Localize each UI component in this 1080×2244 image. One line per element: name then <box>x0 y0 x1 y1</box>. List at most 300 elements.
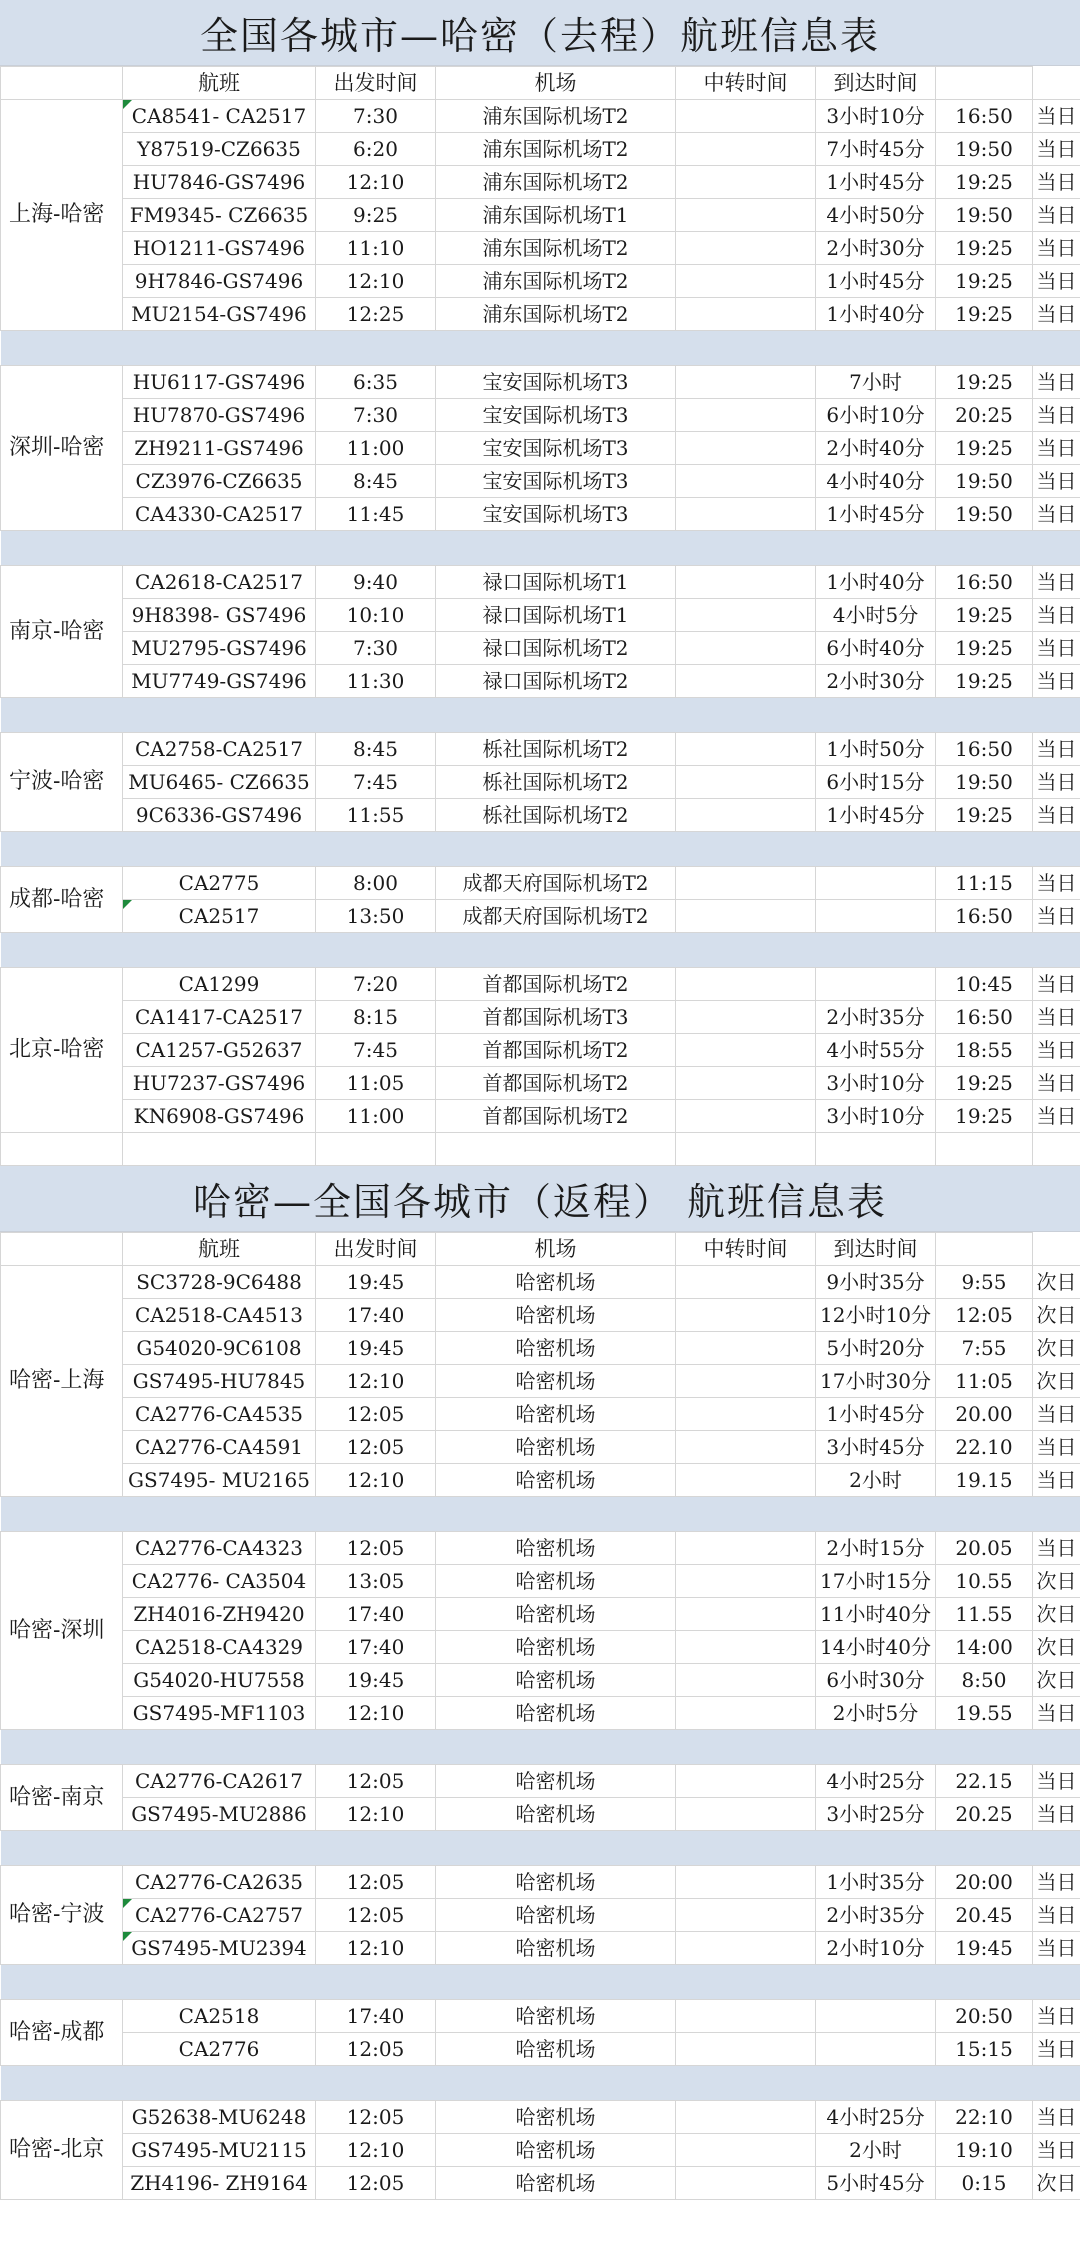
arrival-time: 22.15 <box>936 1765 1033 1798</box>
day-indicator: 当日 <box>1033 2033 1080 2066</box>
arrival-time: 19:45 <box>936 1932 1033 1965</box>
spacer-cell <box>676 1532 816 1565</box>
transfer-time: 11小时40分 <box>816 1598 936 1631</box>
route-label: 上海-哈密 <box>1 100 123 331</box>
day-indicator: 次日 <box>1033 1299 1080 1332</box>
transfer-time: 2小时 <box>816 2134 936 2167</box>
spacer-cell <box>676 1598 816 1631</box>
route-label: 宁波-哈密 <box>1 733 123 832</box>
arrival-time: 19:25 <box>936 665 1033 698</box>
departure-time: 12:05 <box>316 1899 436 1932</box>
departure-time: 12:05 <box>316 2101 436 2134</box>
flight-number: KN6908-GS7496 <box>123 1100 316 1133</box>
flight-number: ZH4196- ZH9164 <box>123 2167 316 2200</box>
day-indicator: 当日 <box>1033 166 1080 199</box>
flight-number: G52638-MU6248 <box>123 2101 316 2134</box>
day-indicator: 当日 <box>1033 766 1080 799</box>
arrival-time: 19:25 <box>936 232 1033 265</box>
departure-time: 12:10 <box>316 1697 436 1730</box>
arrival-time: 22.10 <box>936 1431 1033 1464</box>
transfer-time: 4小时50分 <box>816 199 936 232</box>
blank-cell <box>676 1133 816 1166</box>
day-indicator: 当日 <box>1033 1899 1080 1932</box>
departure-time: 6:20 <box>316 133 436 166</box>
airport: 哈密机场 <box>436 2167 676 2200</box>
route-label: 北京-哈密 <box>1 968 123 1133</box>
day-indicator: 次日 <box>1033 2167 1080 2200</box>
group-separator <box>1 832 1080 867</box>
separator-band <box>1 1730 1080 1765</box>
transfer-time <box>816 867 936 900</box>
flight-row <box>1 1765 1080 1798</box>
airport: 禄口国际机场T1 <box>436 566 676 599</box>
arrival-time: 11:05 <box>936 1365 1033 1398</box>
arrival-time: 19:25 <box>936 298 1033 331</box>
flight-number: MU2795-GS7496 <box>123 632 316 665</box>
flight-number: GS7495- MU2165 <box>123 1464 316 1497</box>
arrival-time: 20.25 <box>936 1798 1033 1831</box>
flight-number: CA2776- CA3504 <box>123 1565 316 1598</box>
day-indicator: 当日 <box>1033 2101 1080 2134</box>
arrival-time: 10:45 <box>936 968 1033 1001</box>
departure-time: 17:40 <box>316 1299 436 1332</box>
flight-row <box>1 366 1080 399</box>
departure-time: 12:10 <box>316 166 436 199</box>
flight-row <box>1 566 1080 599</box>
transfer-time: 2小时15分 <box>816 1532 936 1565</box>
flight-number: CA2775 <box>123 867 316 900</box>
arrival-time: 7:55 <box>936 1332 1033 1365</box>
flight-number: GS7495-MU2886 <box>123 1798 316 1831</box>
arrival-time: 9:55 <box>936 1266 1033 1299</box>
flight-number: CA8541- CA2517 <box>123 100 316 133</box>
flight-number: MU7749-GS7496 <box>123 665 316 698</box>
day-indicator: 当日 <box>1033 232 1080 265</box>
departure-time: 19:45 <box>316 1332 436 1365</box>
flight-row <box>1 1932 1080 1965</box>
spacer-cell <box>676 1565 816 1598</box>
spacer-cell <box>676 566 816 599</box>
airport: 哈密机场 <box>436 1866 676 1899</box>
flight-row <box>1 2000 1080 2033</box>
departure-time: 11:00 <box>316 432 436 465</box>
flight-number: HU6117-GS7496 <box>123 366 316 399</box>
arrival-time: 8:50 <box>936 1664 1033 1697</box>
flight-row <box>1 968 1080 1001</box>
outbound-table <box>0 66 1080 1166</box>
airport: 首都国际机场T2 <box>436 1034 676 1067</box>
day-indicator: 当日 <box>1033 399 1080 432</box>
flight-number: CA2776-CA4535 <box>123 1398 316 1431</box>
departure-time: 8:45 <box>316 733 436 766</box>
airport: 哈密机场 <box>436 2033 676 2066</box>
departure-time: 9:25 <box>316 199 436 232</box>
separator-band <box>1 1497 1080 1532</box>
departure-time: 19:45 <box>316 1664 436 1697</box>
arrival-time: 20.00 <box>936 1398 1033 1431</box>
flight-row <box>1 498 1080 531</box>
airport: 哈密机场 <box>436 1664 676 1697</box>
spacer-cell <box>676 799 816 832</box>
flight-row <box>1 867 1080 900</box>
group-separator <box>1 1831 1080 1866</box>
flight-row <box>1 766 1080 799</box>
flight-number: MU6465- CZ6635 <box>123 766 316 799</box>
day-indicator: 当日 <box>1033 298 1080 331</box>
transfer-time: 1小时40分 <box>816 298 936 331</box>
flight-row <box>1 1565 1080 1598</box>
departure-time: 12:05 <box>316 1765 436 1798</box>
flight-row <box>1 1266 1080 1299</box>
spacer-cell <box>676 1100 816 1133</box>
flight-row <box>1 2134 1080 2167</box>
spacer-cell <box>676 665 816 698</box>
day-indicator: 当日 <box>1033 2000 1080 2033</box>
arrival-time: 19:25 <box>936 1067 1033 1100</box>
airport: 宝安国际机场T3 <box>436 399 676 432</box>
route-label: 成都-哈密 <box>1 867 123 933</box>
separator-band <box>1 1831 1080 1866</box>
airport: 哈密机场 <box>436 1431 676 1464</box>
day-indicator: 当日 <box>1033 599 1080 632</box>
day-indicator: 当日 <box>1033 1067 1080 1100</box>
header-depart: 出发时间 <box>316 1233 436 1266</box>
transfer-time: 1小时45分 <box>816 166 936 199</box>
departure-time: 17:40 <box>316 2000 436 2033</box>
header-airport: 机场 <box>436 1233 676 1266</box>
day-indicator: 当日 <box>1033 1100 1080 1133</box>
day-indicator: 当日 <box>1033 1765 1080 1798</box>
separator-band <box>1 832 1080 867</box>
transfer-time: 3小时10分 <box>816 100 936 133</box>
departure-time: 12:10 <box>316 1798 436 1831</box>
header-blank-end <box>936 67 1033 100</box>
arrival-time: 0:15 <box>936 2167 1033 2200</box>
transfer-time: 12小时10分 <box>816 1299 936 1332</box>
transfer-time: 5小时45分 <box>816 2167 936 2200</box>
spacer-cell <box>676 199 816 232</box>
departure-time: 12:10 <box>316 1464 436 1497</box>
flight-row <box>1 799 1080 832</box>
airport: 哈密机场 <box>436 1398 676 1431</box>
spacer-cell <box>676 232 816 265</box>
flight-number: CA1257-G52637 <box>123 1034 316 1067</box>
transfer-time: 6小时15分 <box>816 766 936 799</box>
spacer-cell <box>676 900 816 933</box>
departure-time: 12:05 <box>316 1532 436 1565</box>
transfer-time: 17小时30分 <box>816 1365 936 1398</box>
spacer-cell <box>676 399 816 432</box>
transfer-time: 1小时45分 <box>816 1398 936 1431</box>
flight-number: ZH4016-ZH9420 <box>123 1598 316 1631</box>
transfer-time: 3小时10分 <box>816 1067 936 1100</box>
separator-band <box>1 2066 1080 2101</box>
airport: 禄口国际机场T2 <box>436 665 676 698</box>
day-indicator: 当日 <box>1033 1932 1080 1965</box>
departure-time: 11:05 <box>316 1067 436 1100</box>
arrival-time: 19:25 <box>936 265 1033 298</box>
flight-number: CA1299 <box>123 968 316 1001</box>
header-transfer: 中转时间 <box>676 1233 816 1266</box>
header-depart: 出发时间 <box>316 67 436 100</box>
airport: 宝安国际机场T3 <box>436 432 676 465</box>
airport: 哈密机场 <box>436 1299 676 1332</box>
day-indicator: 当日 <box>1033 733 1080 766</box>
flight-row <box>1 1365 1080 1398</box>
airport: 浦东国际机场T2 <box>436 166 676 199</box>
spacer-cell <box>676 1765 816 1798</box>
group-separator <box>1 933 1080 968</box>
airport: 哈密机场 <box>436 1631 676 1664</box>
transfer-time: 3小时45分 <box>816 1431 936 1464</box>
transfer-time: 4小时5分 <box>816 599 936 632</box>
flight-number: ZH9211-GS7496 <box>123 432 316 465</box>
arrival-time: 20.05 <box>936 1532 1033 1565</box>
transfer-time: 7小时 <box>816 366 936 399</box>
airport: 首都国际机场T2 <box>436 968 676 1001</box>
flight-row <box>1 1866 1080 1899</box>
flight-number: CA2517 <box>123 900 316 933</box>
transfer-time: 3小时10分 <box>816 1100 936 1133</box>
airport: 成都天府国际机场T2 <box>436 867 676 900</box>
transfer-time: 2小时30分 <box>816 232 936 265</box>
flight-number: CA2518-CA4329 <box>123 1631 316 1664</box>
spacer-cell <box>676 366 816 399</box>
arrival-time: 19:25 <box>936 599 1033 632</box>
airport: 浦东国际机场T2 <box>436 232 676 265</box>
blank-cell <box>1033 1133 1080 1166</box>
spacer-cell <box>676 1332 816 1365</box>
airport: 哈密机场 <box>436 2101 676 2134</box>
arrival-time: 19:25 <box>936 1100 1033 1133</box>
flight-row <box>1 1034 1080 1067</box>
flight-row <box>1 665 1080 698</box>
separator-band <box>1 1965 1080 2000</box>
departure-time: 13:05 <box>316 1565 436 1598</box>
flight-row <box>1 133 1080 166</box>
flight-row <box>1 1100 1080 1133</box>
flight-row <box>1 2101 1080 2134</box>
spacer-cell <box>676 166 816 199</box>
departure-time: 7:45 <box>316 1034 436 1067</box>
flight-row <box>1 1001 1080 1034</box>
day-indicator: 当日 <box>1033 2134 1080 2167</box>
flight-number: HO1211-GS7496 <box>123 232 316 265</box>
flight-row <box>1 1532 1080 1565</box>
header-arrive: 到达时间 <box>816 1233 936 1266</box>
flight-row <box>1 199 1080 232</box>
spacer-cell <box>676 1932 816 1965</box>
transfer-time <box>816 2000 936 2033</box>
arrival-time: 12:05 <box>936 1299 1033 1332</box>
day-indicator: 当日 <box>1033 498 1080 531</box>
airport: 浦东国际机场T2 <box>436 265 676 298</box>
departure-time: 12:10 <box>316 1932 436 1965</box>
group-separator <box>1 331 1080 366</box>
spacer-cell <box>676 1398 816 1431</box>
flight-row <box>1 2033 1080 2066</box>
flight-number: CA2776-CA4591 <box>123 1431 316 1464</box>
day-indicator: 当日 <box>1033 199 1080 232</box>
flight-row <box>1 1899 1080 1932</box>
transfer-time: 4小时40分 <box>816 465 936 498</box>
header-blank <box>1 1233 123 1266</box>
transfer-time: 2小时40分 <box>816 432 936 465</box>
transfer-time: 2小时10分 <box>816 1932 936 1965</box>
departure-time: 19:45 <box>316 1266 436 1299</box>
return-title: 哈密—全国各城市（返程） 航班信息表 <box>0 1166 1080 1232</box>
flight-number: G54020-HU7558 <box>123 1664 316 1697</box>
flight-row <box>1 1398 1080 1431</box>
day-indicator: 当日 <box>1033 900 1080 933</box>
flight-number: GS7495-MU2115 <box>123 2134 316 2167</box>
transfer-time: 6小时30分 <box>816 1664 936 1697</box>
transfer-time: 14小时40分 <box>816 1631 936 1664</box>
day-indicator: 当日 <box>1033 366 1080 399</box>
arrival-time: 19.55 <box>936 1697 1033 1730</box>
spacer-cell <box>676 1365 816 1398</box>
group-separator <box>1 1730 1080 1765</box>
airport: 哈密机场 <box>436 1932 676 1965</box>
day-indicator: 当日 <box>1033 799 1080 832</box>
spacer-cell <box>676 1664 816 1697</box>
departure-time: 12:10 <box>316 2134 436 2167</box>
arrival-time: 14:00 <box>936 1631 1033 1664</box>
airport: 哈密机场 <box>436 2134 676 2167</box>
airport: 栎社国际机场T2 <box>436 799 676 832</box>
spacer-cell <box>676 1431 816 1464</box>
spacer-cell <box>676 632 816 665</box>
departure-time: 11:00 <box>316 1100 436 1133</box>
flight-row <box>1 1798 1080 1831</box>
header-row <box>1 1233 1080 1266</box>
day-indicator: 当日 <box>1033 1866 1080 1899</box>
airport: 浦东国际机场T1 <box>436 199 676 232</box>
route-label: 哈密-上海 <box>1 1266 123 1497</box>
arrival-time: 18:55 <box>936 1034 1033 1067</box>
spacer-cell <box>676 1866 816 1899</box>
arrival-time: 22:10 <box>936 2101 1033 2134</box>
departure-time: 7:30 <box>316 399 436 432</box>
spacer-cell <box>676 133 816 166</box>
day-indicator: 当日 <box>1033 1464 1080 1497</box>
spacer-cell <box>676 498 816 531</box>
flight-number: CA2518 <box>123 2000 316 2033</box>
departure-time: 12:05 <box>316 1866 436 1899</box>
day-indicator: 次日 <box>1033 1664 1080 1697</box>
airport: 哈密机场 <box>436 1565 676 1598</box>
airport: 哈密机场 <box>436 1598 676 1631</box>
airport: 哈密机场 <box>436 1365 676 1398</box>
arrival-time: 15:15 <box>936 2033 1033 2066</box>
spacer-cell <box>676 2033 816 2066</box>
departure-time: 11:55 <box>316 799 436 832</box>
arrival-time: 19:25 <box>936 366 1033 399</box>
header-blank-end <box>936 1233 1033 1266</box>
flight-row <box>1 1299 1080 1332</box>
arrival-time: 19:25 <box>936 799 1033 832</box>
arrival-time: 16:50 <box>936 900 1033 933</box>
spacer-cell <box>676 1631 816 1664</box>
arrival-time: 19:50 <box>936 133 1033 166</box>
blank-cell <box>936 1133 1033 1166</box>
comment-marker-icon <box>123 1899 132 1908</box>
transfer-time <box>816 968 936 1001</box>
header-transfer: 中转时间 <box>676 67 816 100</box>
spacer-cell <box>676 100 816 133</box>
header-flight: 航班 <box>123 67 316 100</box>
departure-time: 7:45 <box>316 766 436 799</box>
departure-time: 9:40 <box>316 566 436 599</box>
arrival-time: 19:10 <box>936 2134 1033 2167</box>
arrival-time: 19:25 <box>936 166 1033 199</box>
transfer-time: 7小时45分 <box>816 133 936 166</box>
spacer-cell <box>676 1299 816 1332</box>
departure-time: 12:10 <box>316 1365 436 1398</box>
blank-cell <box>316 1133 436 1166</box>
group-separator <box>1 1965 1080 2000</box>
departure-time: 6:35 <box>316 366 436 399</box>
blank-cell <box>123 1133 316 1166</box>
flight-row <box>1 2167 1080 2200</box>
spacer-cell <box>676 968 816 1001</box>
spacer-cell <box>676 465 816 498</box>
day-indicator: 次日 <box>1033 1565 1080 1598</box>
departure-time: 8:00 <box>316 867 436 900</box>
flight-number: CA2776-CA2617 <box>123 1765 316 1798</box>
arrival-time: 11.55 <box>936 1598 1033 1631</box>
departure-time: 7:30 <box>316 100 436 133</box>
flight-number: CA2518-CA4513 <box>123 1299 316 1332</box>
spacer-cell <box>676 1266 816 1299</box>
airport: 浦东国际机场T2 <box>436 133 676 166</box>
day-indicator: 当日 <box>1033 968 1080 1001</box>
transfer-time: 1小时35分 <box>816 1866 936 1899</box>
arrival-time: 20:50 <box>936 2000 1033 2033</box>
transfer-time: 2小时5分 <box>816 1697 936 1730</box>
flight-row <box>1 465 1080 498</box>
flight-row <box>1 599 1080 632</box>
airport: 栎社国际机场T2 <box>436 766 676 799</box>
spacer-cell <box>676 1067 816 1100</box>
day-indicator: 当日 <box>1033 133 1080 166</box>
flight-number: FM9345- CZ6635 <box>123 199 316 232</box>
route-label: 哈密-南京 <box>1 1765 123 1831</box>
spacer-cell <box>676 1899 816 1932</box>
day-indicator: 当日 <box>1033 1398 1080 1431</box>
separator-band <box>1 331 1080 366</box>
transfer-time: 3小时25分 <box>816 1798 936 1831</box>
airport: 哈密机场 <box>436 1464 676 1497</box>
arrival-time: 20:25 <box>936 399 1033 432</box>
airport: 哈密机场 <box>436 1798 676 1831</box>
flight-number: CA2776-CA2635 <box>123 1866 316 1899</box>
spacer-cell <box>676 2167 816 2200</box>
airport: 栎社国际机场T2 <box>436 733 676 766</box>
arrival-time: 19:50 <box>936 498 1033 531</box>
spacer-cell <box>676 766 816 799</box>
flight-number: CA2776-CA4323 <box>123 1532 316 1565</box>
day-indicator: 次日 <box>1033 1332 1080 1365</box>
departure-time: 11:10 <box>316 232 436 265</box>
airport: 首都国际机场T3 <box>436 1001 676 1034</box>
departure-time: 11:30 <box>316 665 436 698</box>
flight-number: CA2758-CA2517 <box>123 733 316 766</box>
spacer-cell <box>676 1464 816 1497</box>
header-blank <box>1 67 123 100</box>
header-airport: 机场 <box>436 67 676 100</box>
flight-row <box>1 1431 1080 1464</box>
